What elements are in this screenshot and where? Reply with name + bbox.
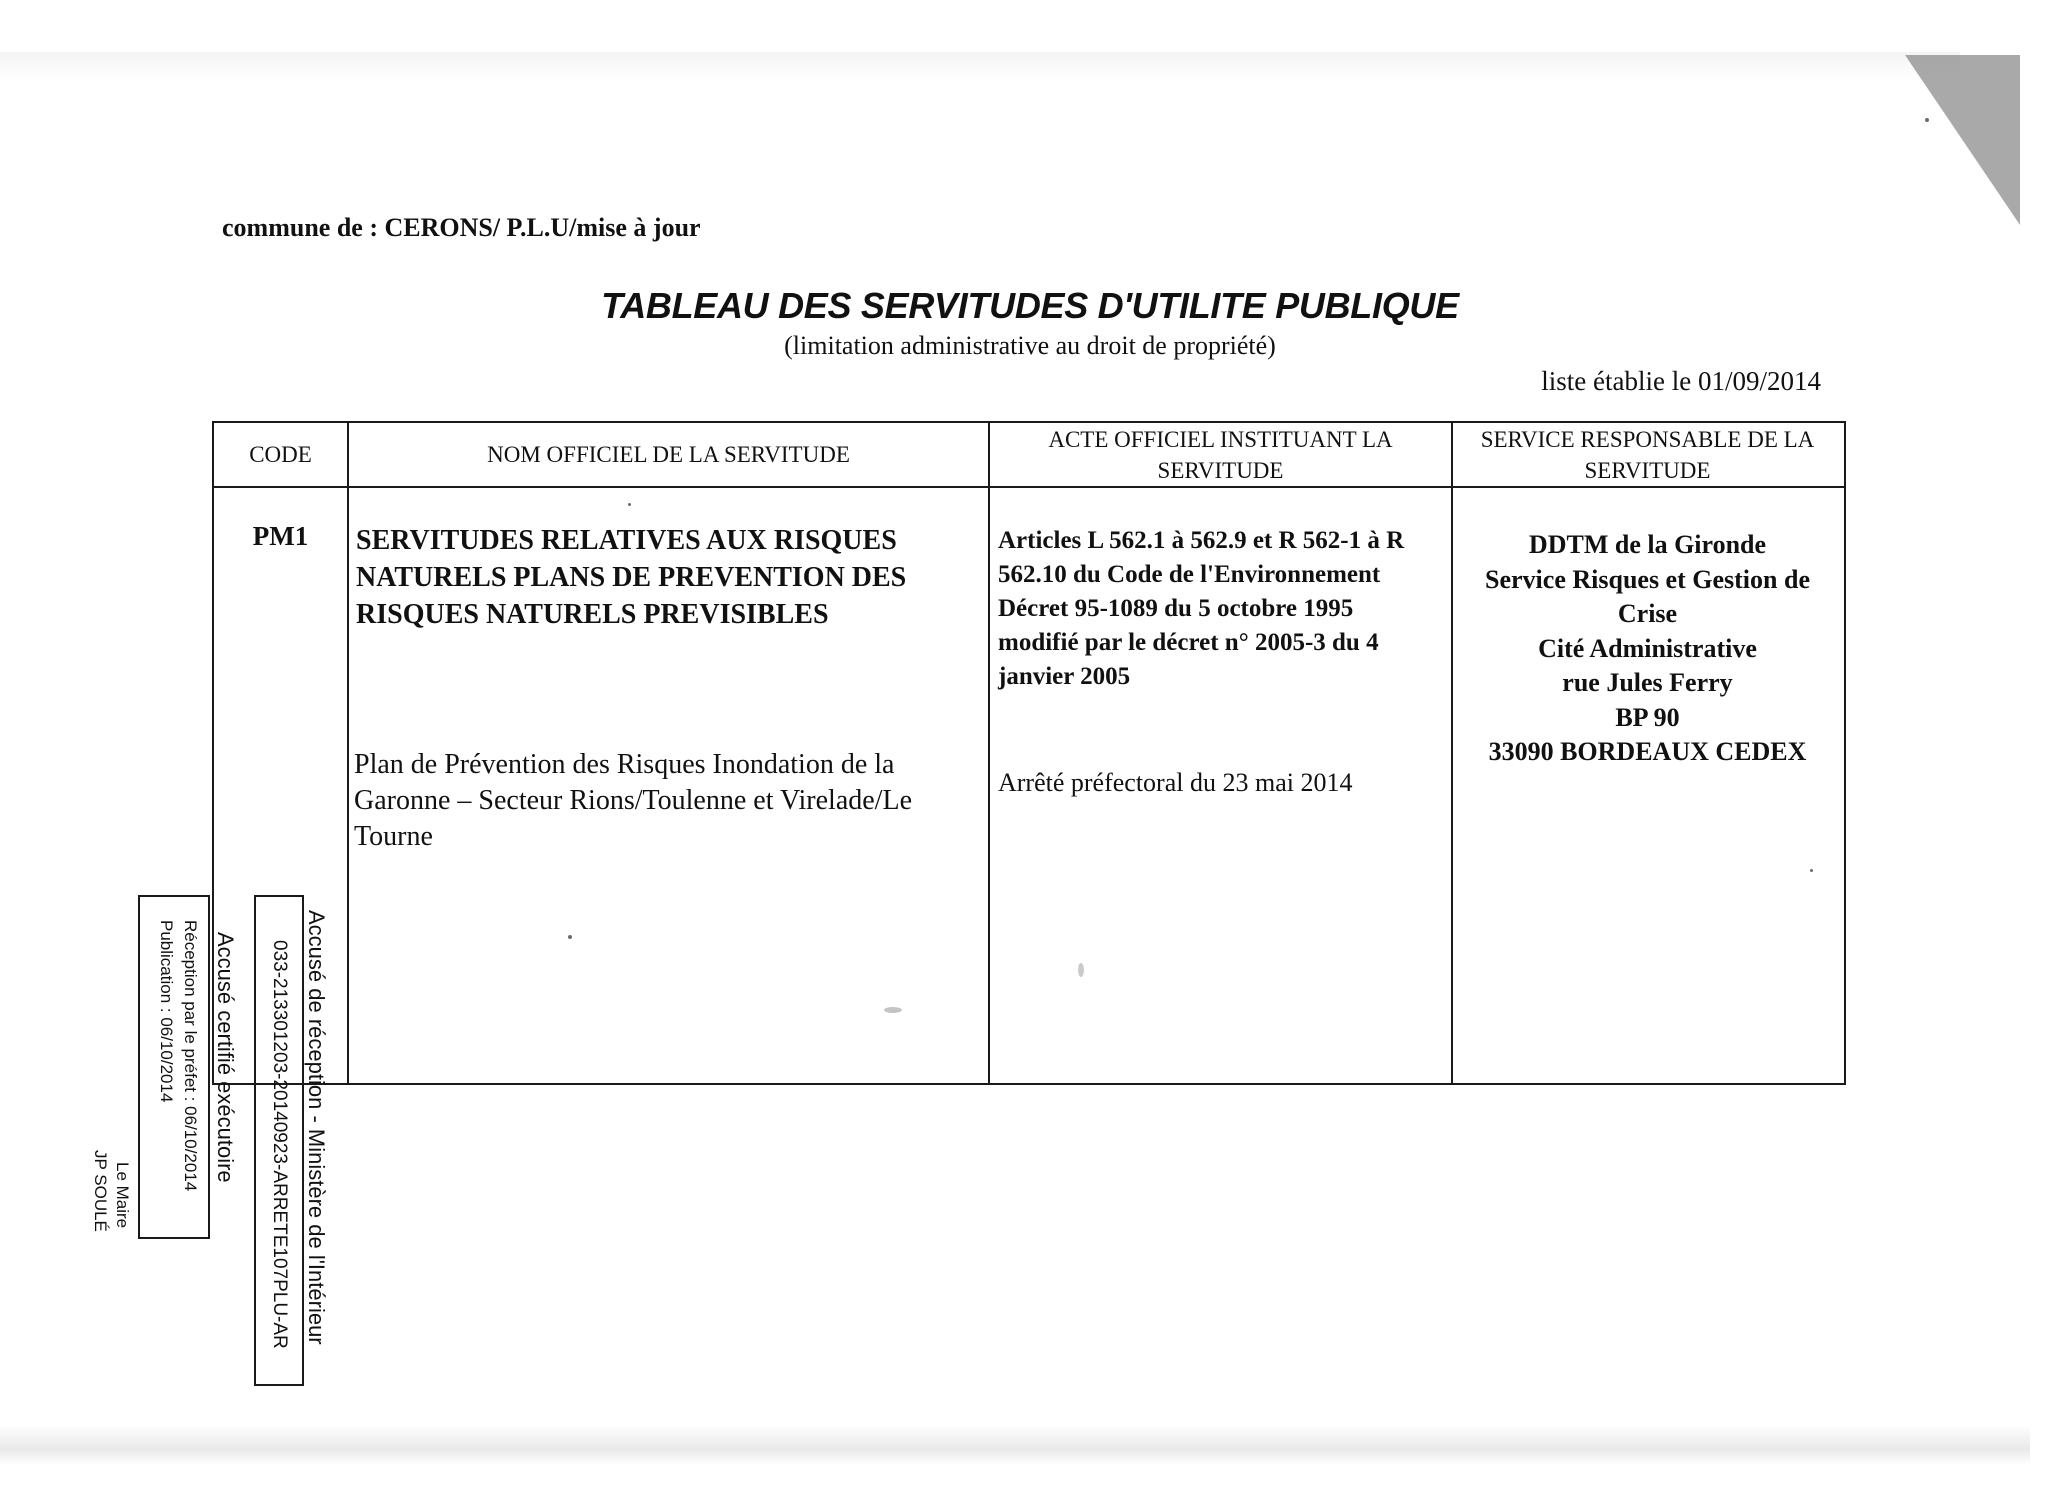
header-acte-officiel-line-1: ACTE OFFICIEL INSTITUANT LA [1048,426,1393,452]
column-divider [988,423,990,1083]
header-divider [214,486,1844,488]
acte-line: modifié par le décret n° 2005-3 du 4 [998,629,1379,656]
servitude-name [356,522,986,633]
scan-speck [628,503,631,506]
header-service-line-1: SERVICE RESPONSABLE DE LA [1480,426,1815,452]
list-date: liste établie le 01/09/2014 [1541,366,1821,396]
header-service-responsable [1453,423,1842,486]
column-divider [347,423,349,1083]
document-subtitle: (limitation administrative au droit de propriété) [784,331,1276,360]
scan-speck [1810,869,1813,872]
plan-line: Garonne – Secteur Rions/Toulenne et Virelade/Le [354,785,912,816]
servitude-name-line: NATURELS PLANS DE PREVENTION DES [356,562,907,593]
servitude-name-line: SERVITUDES RELATIVES AUX RISQUES [356,525,897,556]
stamp-publication: Publication : 06/10/2014 [157,920,176,1103]
acte-line: janvier 2005 [998,663,1131,690]
acte-line: Articles L 562.1 à 562.9 et R 562-1 à R [998,527,1405,554]
stamp-accuse-certifie: Accusé certifié exécutoire [213,932,238,1183]
row-code: PM1 [252,521,309,551]
stamp-reception-prefet: Réception par le préfet : 06/10/2014 [181,920,200,1192]
servitudes-table [212,421,1846,1085]
arrete-prefectoral: Arrêté préfectoral du 23 mai 2014 [998,768,1353,797]
plan-prevention [354,747,986,855]
scan-speck [884,1007,902,1013]
header-nom-officiel [349,423,988,486]
commune-label: commune de : CERONS/ P.L.U/mise à jour [222,213,701,242]
plan-line: Tourne [354,821,433,852]
scan-speck [568,935,572,939]
header-acte-officiel-line-2: SERVITUDE [1157,457,1284,483]
acte-line: 562.10 du Code de l'Environnement [998,561,1381,588]
header-code-label: CODE [249,442,312,467]
scan-edge-top [0,52,1960,80]
servitude-name-line: RISQUES NATURELS PREVISIBLES [356,599,829,630]
service-line: rue Jules Ferry [1562,668,1733,697]
folded-corner [1905,55,2020,225]
scan-edge-bottom [0,1425,2030,1465]
stamp-reference: 033-213301203-20140923-ARRETE107PLU-AR [269,940,290,1349]
header-nom-officiel-label: NOM OFFICIEL DE LA SERVITUDE [487,442,850,467]
plan-line: Plan de Prévention des Risques Inondation de la [354,749,895,780]
service-line: DDTM de la Gironde [1528,530,1767,559]
header-acte-officiel [990,423,1451,486]
acte-line: Décret 95-1089 du 5 octobre 1995 [998,595,1354,622]
service-line: Cité Administrative [1538,633,1757,663]
service-responsable [1453,528,1842,770]
header-code [214,423,347,486]
stamp-maire-name: JP SOULÉ [91,1150,110,1232]
service-line: Crise [1617,599,1678,628]
scan-speck [1078,963,1084,977]
scan-speck [1925,118,1929,122]
acte-officiel [998,524,1448,694]
header-service-line-2: SERVITUDE [1584,457,1711,483]
document-title: TABLEAU DES SERVITUDES D'UTILITE PUBLIQUE [601,285,1459,326]
service-line: BP 90 [1615,702,1680,732]
stamp-maire-title: Le Maire [113,1162,132,1229]
service-line: 33090 BORDEAUX CEDEX [1488,737,1807,766]
service-line: Service Risques et Gestion de [1485,564,1810,594]
stamp-accuse-reception: Accusé de réception - Ministère de l'Intérieur [304,910,329,1345]
